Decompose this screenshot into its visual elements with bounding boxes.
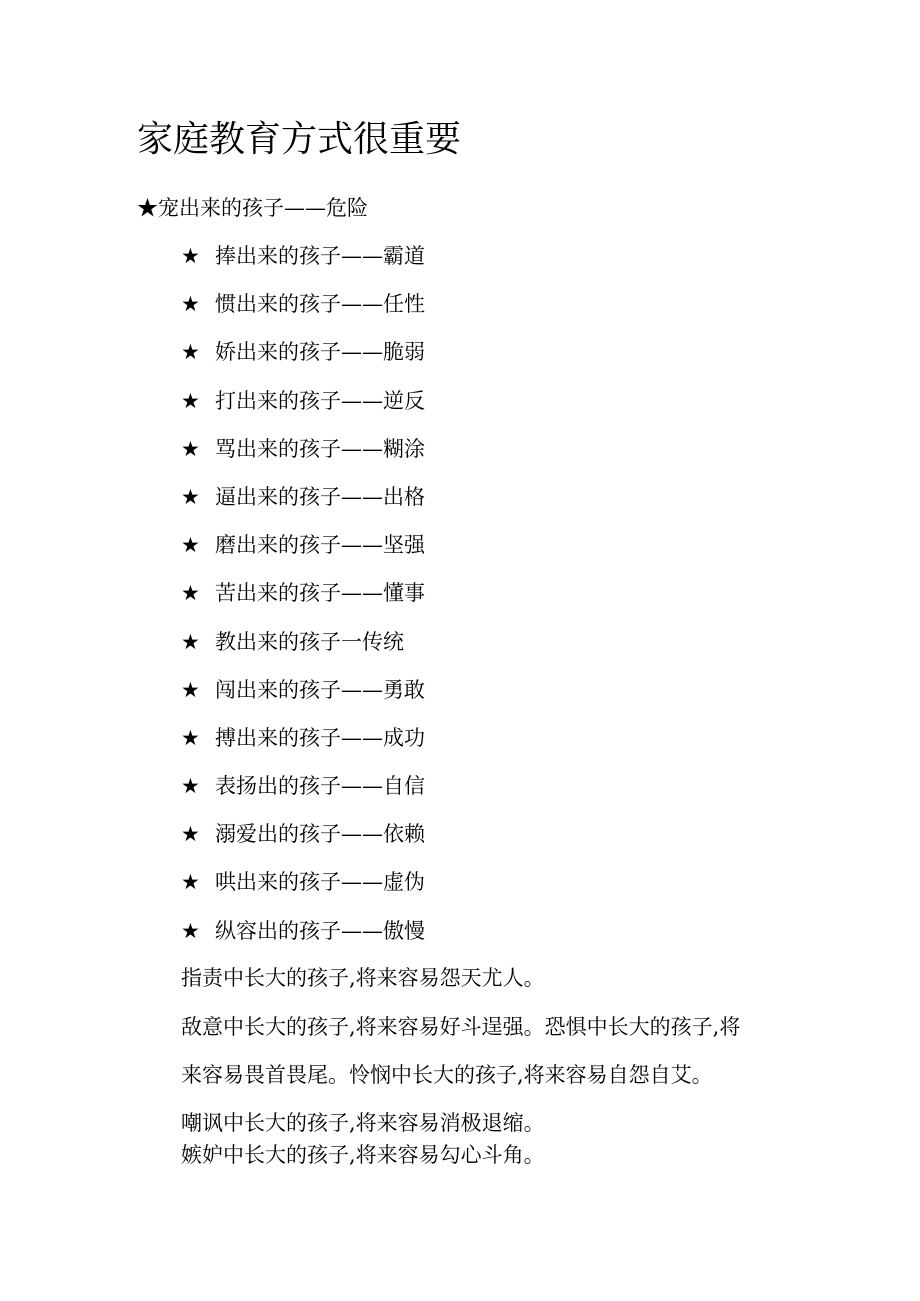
star-icon: ★ bbox=[181, 340, 200, 365]
star-icon: ★ bbox=[181, 484, 200, 509]
page-title: 家庭教育方式很重要 bbox=[137, 119, 462, 160]
saying-list bbox=[181, 240, 425, 963]
star-icon: ★ bbox=[181, 533, 200, 558]
star-icon: ★ bbox=[181, 870, 200, 895]
list-item bbox=[181, 866, 425, 914]
list-item bbox=[181, 770, 425, 818]
list-item bbox=[181, 529, 425, 577]
star-icon: ★ bbox=[181, 677, 200, 702]
star-icon: ★ bbox=[181, 822, 200, 847]
list-item bbox=[181, 915, 425, 963]
list-item-text: 逼出来的孩子——出格 bbox=[215, 484, 425, 509]
list-item bbox=[181, 577, 425, 625]
paragraph-line: 嘲讽中长大的孩子,将来容易消极退缩。 bbox=[181, 1111, 545, 1135]
paragraph-line: 指责中长大的孩子,将来容易怨天尤人。 bbox=[181, 966, 545, 990]
list-item bbox=[181, 385, 425, 433]
paragraph-line: 敌意中长大的孩子,将来容易好斗逞强。恐惧中长大的孩子,将 bbox=[181, 1015, 741, 1039]
list-item bbox=[181, 288, 425, 336]
list-item-text: 闯出来的孩子——勇敢 bbox=[215, 677, 425, 702]
star-icon: ★ bbox=[181, 725, 200, 750]
list-item-text: 溺爱出的孩子——依赖 bbox=[215, 822, 425, 847]
star-icon: ★ bbox=[181, 918, 200, 943]
star-icon: ★ bbox=[181, 244, 200, 268]
list-item bbox=[181, 240, 425, 288]
star-icon: ★ bbox=[181, 629, 200, 654]
list-item-text: 教出来的孩子一传统 bbox=[215, 629, 404, 654]
list-item bbox=[181, 674, 425, 722]
list-item-text: 搏出来的孩子——成功 bbox=[215, 725, 425, 750]
star-icon: ★ bbox=[181, 436, 200, 461]
list-item-text: 惯出来的孩子——任性 bbox=[215, 292, 425, 317]
star-icon: ★ bbox=[181, 774, 200, 799]
list-item bbox=[181, 336, 425, 384]
list-item bbox=[181, 722, 425, 770]
list-item bbox=[181, 481, 425, 529]
star-icon: ★ bbox=[181, 292, 200, 317]
paragraph-line: 嫉妒中长大的孩子,将来容易勾心斗角。 bbox=[181, 1143, 545, 1167]
intro-line: ★宠出来的孩子——危险 bbox=[137, 196, 368, 220]
list-item-text: 表扬出的孩子——自信 bbox=[215, 774, 425, 799]
list-item-text: 娇出来的孩子——脆弱 bbox=[215, 340, 425, 365]
list-item-text: 磨出来的孩子——坚强 bbox=[215, 533, 425, 558]
list-item-text: 骂出来的孩子——糊涂 bbox=[215, 436, 425, 461]
list-item-text: 打出来的孩子——逆反 bbox=[215, 388, 425, 413]
paragraph-line: 来容易畏首畏尾。怜悯中长大的孩子,将来容易自怨自艾。 bbox=[181, 1063, 713, 1087]
list-item-text: 苦出来的孩子——懂事 bbox=[215, 581, 425, 606]
list-item bbox=[181, 818, 425, 866]
list-item-text: 纵容出的孩子——傲慢 bbox=[215, 918, 425, 943]
list-item-text: 哄出来的孩子——虚伪 bbox=[215, 870, 425, 895]
star-icon: ★ bbox=[181, 581, 200, 606]
star-icon: ★ bbox=[181, 388, 200, 413]
list-item bbox=[181, 433, 425, 481]
list-item bbox=[181, 626, 425, 674]
list-item-text: 捧出来的孩子——霸道 bbox=[215, 244, 425, 268]
